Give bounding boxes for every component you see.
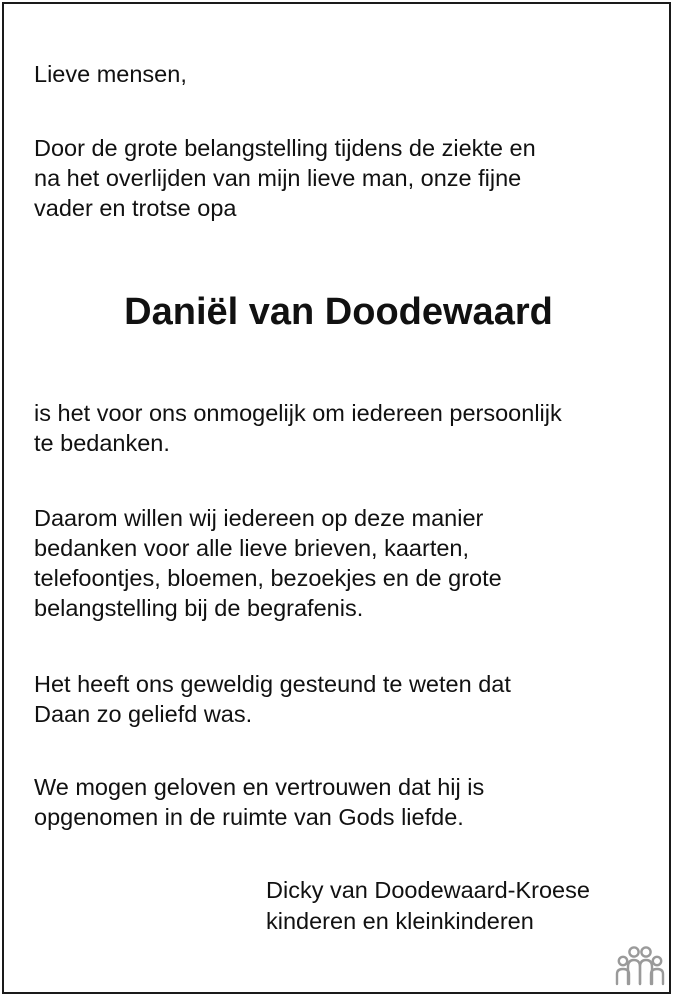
paragraph-line: Daan zo geliefd was. <box>34 701 253 727</box>
intro-line: vader en trotse opa <box>34 195 237 221</box>
paragraph-thanks-impossible <box>34 398 562 458</box>
paragraph-line: is het voor ons onmogelijk om iedereen persoonlijk <box>34 400 562 426</box>
paragraph-line: Daarom willen wij iedereen op deze manier <box>34 505 484 531</box>
family-people-icon <box>614 944 666 988</box>
paragraph-thanks <box>34 503 502 623</box>
paragraph-support <box>34 669 511 729</box>
intro-paragraph <box>34 133 536 223</box>
paragraph-line: opgenomen in de ruimte van Gods liefde. <box>34 804 464 830</box>
greeting <box>34 59 187 89</box>
intro-line: Door de grote belangstelling tijdens de ziekte en <box>34 135 536 161</box>
intro-line: na het overlijden van mijn lieve man, onze fijne <box>34 165 522 191</box>
paragraph-line: Het heeft ons geweldig gesteund te weten dat <box>34 671 511 697</box>
signature <box>266 875 590 937</box>
paragraph-line: bedanken voor alle lieve brieven, kaarten, <box>34 535 470 561</box>
paragraph-faith <box>34 772 484 832</box>
deceased-name: Daniël van Doodewaard <box>124 291 553 333</box>
greeting-line: Lieve mensen, <box>34 61 187 87</box>
paragraph-line: telefoontjes, bloemen, bezoekjes en de grote <box>34 565 502 591</box>
paragraph-line: te bedanken. <box>34 430 170 456</box>
paragraph-line: We mogen geloven en vertrouwen dat hij is <box>34 774 485 800</box>
paragraph-line: belangstelling bij de begrafenis. <box>34 595 364 621</box>
signature-name: Dicky van Doodewaard-Kroese <box>266 877 590 903</box>
signature-family: kinderen en kleinkinderen <box>266 908 534 934</box>
